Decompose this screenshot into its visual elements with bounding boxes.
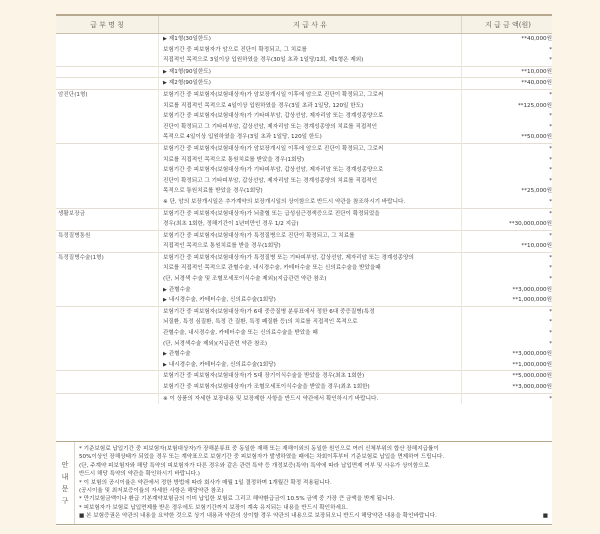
payment-amount-cell: * [549,319,552,326]
benefit-name-cell [56,219,159,230]
benefit-name-cell [56,111,159,122]
benefit-name-cell [56,339,159,350]
payment-amount-cell: * [549,156,552,163]
table-row [56,165,552,176]
payment-reason-cell [159,371,462,382]
benefit-name-cell: 특정질병통원 [56,230,159,241]
benefit-name-cell [56,328,159,339]
payment-amount-cell: * [549,330,552,337]
benefit-table-body [56,34,552,405]
payment-amount-cell: * [549,276,552,283]
payment-reason-cell [159,34,462,45]
payment-reason-cell [159,45,462,56]
payment-reason-cell [159,393,462,404]
payment-reason-text: 보험기간 중 피보험자(보험대상자)가 기타피부암, 갑상선암, 제자리암 또는 경계성종양으로 [163,167,384,174]
benefit-name-cell [56,122,159,133]
payment-reason-text: 직접적인 목적으로 통원치료를 받을 경우(1회당) [163,243,281,250]
payment-reason-text: 진단이 확정되고 그 기타피부암, 갑상선암, 제자리암 또는 경계성종양의 치료를 직접적인 [163,123,378,130]
benefit-name-cell [56,143,159,154]
payment-reason-text: 치료를 직접적인 목적으로 통원치료를 받았을 경우(1회당) [163,156,305,163]
payment-reason-text: 보험기간 중 피보험자(보험대상자)가 뇌출혈 또는 급성심근경색증으로 진단이 확정되었을 [163,210,380,217]
benefit-name-cell [56,263,159,274]
payment-amount-cell: **1,000,000원 [512,297,552,304]
payment-reason-text: 목적으로 4일이상 입원하였을 경우(3일 초과 1일당, 120일 한도) [163,134,322,141]
payment-reason-cell [159,241,462,252]
triangle-bullet-icon: ▶ [163,80,167,87]
notice-title-char: 문 [61,485,69,493]
benefit-name-cell [56,186,159,197]
table-row [56,101,552,112]
payment-reason-cell [159,176,462,187]
benefit-name-cell [56,197,159,208]
payment-amount-cell: **3,000,000원 [512,384,552,390]
payment-amount-cell: **125,000원 [517,102,552,109]
payment-reason-cell [159,122,462,133]
payment-reason-text: 제1형(30일한도) [168,36,211,42]
payment-amount-cell: **3,000,000원 [512,351,552,358]
table-row [56,208,552,219]
payment-reason-cell [159,111,462,122]
payment-amount-cell: * [462,208,553,219]
payment-reason-text: 관혈수술 [168,286,191,293]
benefit-name-cell [56,241,159,252]
table-row [56,295,552,306]
payment-amount-cell: **25,000원 [521,188,552,195]
benefit-name-cell [56,306,159,317]
payment-reason-text: 보험기간 중 피보험자가 암으로 진단이 확정되고, 그 치료를 [163,46,307,53]
payment-reason-text: 직접적인 목적으로 3일이상 입원하였을 경우(30일 초과 1일당/1회, 제1형은 제외) [163,57,364,64]
table-row [56,328,552,339]
payment-amount-cell: **50,000원 [521,134,552,141]
payment-reason-text: ※ 단, 암의 보장개시일은 추가계약의 보장개시일의 상이함으로 반드시 약관을 참조하시기 바랍니다. [163,198,406,205]
payment-reason-text: 제2형(90일한도) [168,80,211,87]
payment-reason-cell [159,78,462,90]
benefit-name-cell [56,317,159,328]
table-row [56,317,552,328]
notice-line: * 이 보험의 공시이율은 약관에서 정한 방법에 따라 회사가 매월 1일 결정하며 1개월간 확정 적용됩니다. [79,479,332,486]
benefit-name-cell [56,66,159,78]
table-row [56,186,552,197]
notice-end-mark: ■ [542,513,548,520]
payment-amount-cell: * [462,252,553,263]
table-row [56,197,552,208]
table-row [56,274,552,285]
payment-reason-cell [159,349,462,360]
notice-line: * 기준보험료 납입기간 중 피보험자(보험대상자)가 장해분류표 중 동일한 재해 또는 재해이외의 동일한 원인으로 여러 신체부위의 합산 장해지급률이 [79,446,439,452]
triangle-bullet-icon: ▶ [163,286,167,293]
payment-amount-cell: * [462,230,553,241]
payment-reason-text: (단, 뇌경색 수술 및 조혈모세포이식수술 제외)(지급관련 약관 참조) [163,276,327,283]
notice-section [56,441,552,525]
payment-reason-text: 치료를 직접적인 목적으로 4일이상 입원하였을 경우(3일 초과 1일당, 120일 한도) [163,102,364,109]
payment-amount-cell: * [462,393,553,404]
payment-amount-cell: **40,000원 [462,78,553,90]
benefit-name-cell [56,274,159,285]
table-row [56,371,552,382]
benefit-name-cell [56,295,159,306]
table-row [56,155,552,166]
benefit-name-cell [56,371,159,382]
payment-reason-text: 보험기간 중 피보험자(보험대상자)가 기타피부암, 갑상선암, 제자리암 또는 경계성종양으로 [163,113,384,120]
payment-reason-text: 뇌질환, 특정 심질환, 특정 간 질환, 특정 폐질환 등)의 치료를 직접적인 목적으로 [163,319,358,326]
table-header-row [56,16,552,34]
payment-amount-cell: * [462,143,553,154]
table-row [56,306,552,317]
payment-reason-text: 제1형(90일한도) [168,68,211,75]
benefit-name-cell [56,101,159,112]
table-row [56,339,552,350]
notice-final-line [79,512,548,520]
notice-line: (단, 주계약 피보험자와 해당 특약의 피보험자가 다른 경우와 같은 관련 특약 등 개정보증(특약) 특약에 따라 납입면제 여부 및 사유가 상이함으로 [79,462,430,469]
payment-reason-text: 목적으로 통원치료를 받았을 경우(1회당) [163,188,263,195]
table-row [56,349,552,360]
payment-amount-cell: **5,000,000원 [462,371,553,382]
table-row [56,78,552,90]
table-row [56,143,552,154]
payment-amount-cell: * [549,113,552,120]
notice-line: ■ 본 보험증권은 약관의 내용을 요약한 것으로 상기 내용과 약관의 상이할 경우 약관의 내용으로 보장되오니 반드시 해당약관 내용을 확인바랍니다. [79,513,437,520]
header-benefit-name: 급 부 명 칭 [56,16,159,34]
notice-line: 반드시 해당 특약의 약관을 확인하시기 바랍니다.) [79,471,200,478]
table-row [56,230,552,241]
benefit-name-cell [56,45,159,56]
payment-reason-text: 진단이 확정되고 그 기타피부암, 갑상선암, 제자리암 또는 경계성종양의 치료를 직접적인 [163,177,378,184]
payment-amount-cell: **3,000,000원 [512,286,552,293]
payment-reason-text: 보험기간 중 피보험자(보험대상자)가 특정질병 또는 기타피부암, 갑상선암, 제자리암 또는 경계성종양의 [163,254,414,261]
table-row [56,219,552,230]
payment-amount-cell: * [549,123,552,130]
benefit-name-cell [56,155,159,166]
benefit-name-cell [56,360,159,371]
notice-line: * 만기보험금액이나 환급 기본계약보험금의 이미 납입한 보험료 그리고 해약환급금이 10.5% 금액 중 가장 큰 금액을 받게 됩니다. [79,496,395,503]
payment-amount-cell: **10,000원 [521,243,552,250]
payment-reason-cell [159,317,462,328]
payment-reason-cell [159,89,462,100]
benefit-name-cell: 암진단(1형) [56,89,159,100]
payment-reason-cell [159,155,462,166]
benefit-name-cell [56,55,159,66]
payment-reason-cell [159,328,462,339]
benefit-name-cell: 특정질병수술(1형) [56,252,159,263]
payment-reason-cell [159,252,462,263]
payment-reason-text: 보험기간 중 피보험자(보험대상자)가 5대 장기이식수술을 받았을 경우(최초 1회한) [163,373,365,380]
notice-title-char: 내 [61,473,69,481]
payment-reason-text: 보험기간 중 피보험자(보험대상자)가 특정질병으로 진단이 확정되고, 그 치료를 [163,232,355,239]
payment-reason-cell [159,339,462,350]
payment-reason-cell [159,101,462,112]
benefit-table [56,16,552,404]
payment-reason-cell [159,143,462,154]
payment-reason-cell [159,295,462,306]
payment-amount-cell: **30,000,000원 [508,221,552,228]
benefit-name-cell [56,78,159,90]
payment-amount-cell: * [549,340,552,347]
payment-reason-cell [159,208,462,219]
payment-reason-text: ※ 이 상품의 자세한 보장내용 및 보장제한 사항을 반드시 약관에서 확인하시기 바랍니다. [163,395,379,402]
payment-reason-text: (단, 뇌경색수술 제외)(지급관련 약관 참조) [163,340,268,347]
table-row [56,176,552,187]
notice-line: 50%이상인 장해상태가 되었을 경우 또는 계약표으로 보험기간 중 피보험자가 발생하였을 때에는 차회이후부터 기준보험료 납입을 면제하여 드립니다. [79,454,445,461]
benefit-name-cell [56,393,159,404]
header-payment-amount: 지 급 금 액(원) [462,16,553,34]
payment-reason-text: 보험기간 중 피보험자(보험대상자)가 조혈모세포이식수술을 받았을 경우(최초 1회한) [163,384,370,390]
payment-reason-cell [159,360,462,371]
triangle-bullet-icon: ▶ [163,361,167,368]
payment-reason-text: 보험기간 중 피보험자(보험대상자)가 암보장개시일 이후에 암으로 진단이 확정되고, 그로써 [163,91,384,98]
header-payment-reason: 지 급 사 유 [159,16,462,34]
benefit-name-cell [56,132,159,143]
table-row [56,89,552,100]
triangle-bullet-icon: ▶ [163,36,167,42]
table-row [56,393,552,404]
payment-reason-cell [159,219,462,230]
payment-reason-cell [159,186,462,197]
table-row [56,285,552,296]
table-row [56,111,552,122]
table-row [56,45,552,56]
payment-reason-text: 내시경수술, 카테터수술, 신의료수술(1회당) [168,297,276,304]
notice-title-char: 안 [61,461,69,469]
payment-reason-cell [159,55,462,66]
table-row [56,55,552,66]
payment-reason-cell [159,285,462,296]
payment-reason-cell [159,197,462,208]
payment-reason-cell [159,263,462,274]
payment-amount-cell: **40,000원 [462,34,553,45]
triangle-bullet-icon: ▶ [163,68,167,75]
payment-reason-cell [159,230,462,241]
table-row [56,132,552,143]
payment-reason-text: 치료를 직접적인 목적으로 관혈수술, 내시경수술, 카테터수술 또는 신의료수술을 받았을때 [163,265,381,272]
payment-reason-cell [159,274,462,285]
benefit-name-cell [56,349,159,360]
table-row [56,360,552,371]
payment-reason-text: 내시경수술, 카테터수술, 신의료수술(1회당) [168,361,276,368]
table-row [56,66,552,78]
policy-sheet [56,14,552,526]
notice-title [56,442,75,524]
payment-amount-cell: * [549,57,552,64]
table-row [56,122,552,133]
payment-reason-cell [159,66,462,78]
table-row [56,252,552,263]
payment-reason-cell [159,132,462,143]
payment-amount-cell: * [549,46,552,53]
notice-body [75,442,552,524]
table-row [56,34,552,45]
notice-line: (공시이율 및 최저보증이율의 자세한 사항은 해당약관 참조) [79,488,224,495]
table-row [56,241,552,252]
benefit-name-cell [56,165,159,176]
benefit-name-cell [56,382,159,393]
payment-reason-text: 관혈수술, 내시경수술, 카테터수술 또는 신의료수술을 받았을 때 [163,330,318,337]
table-row [56,382,552,393]
payment-amount-cell: * [549,198,552,205]
payment-reason-cell [159,165,462,176]
payment-reason-text: 관혈수술 [168,351,191,358]
table-row [56,263,552,274]
payment-amount-cell: **1,000,000원 [512,361,552,368]
payment-amount-cell: * [549,265,552,272]
payment-amount-cell: * [549,177,552,184]
payment-amount-cell: * [549,167,552,174]
payment-amount-cell: * [462,89,553,100]
payment-reason-text: 보험기간 중 피보험자(보험대상자)가 암보장개시일 이후에 암으로 진단이 확정되고, 그로써 [163,145,384,152]
benefit-name-cell [56,176,159,187]
payment-reason-cell [159,382,462,393]
triangle-bullet-icon: ▶ [163,351,167,358]
payment-reason-text: 경우(최초 1회한, 정해기간이 1년미만인 경우 1/2 지급) [163,221,299,228]
benefit-name-cell: 생활보장금 [56,208,159,219]
payment-reason-text: 보험기간 중 피보험자(보험대상자)가 6대 중증질병 분류표에서 정한 6대 중증질병(특정 [163,308,375,315]
benefit-name-cell [56,285,159,296]
triangle-bullet-icon: ▶ [163,297,167,304]
notice-line: * 피보험자가 보험료 납입면제를 받은 경우에도 보험기간까지 보장이 계속 유지되는 내용을 반드시 확인하세요. [79,504,349,511]
notice-title-char: 구 [61,497,69,505]
payment-amount-cell: * [462,306,553,317]
payment-amount-cell: **10,000원 [462,66,553,78]
payment-reason-cell [159,306,462,317]
benefit-name-cell [56,34,159,45]
